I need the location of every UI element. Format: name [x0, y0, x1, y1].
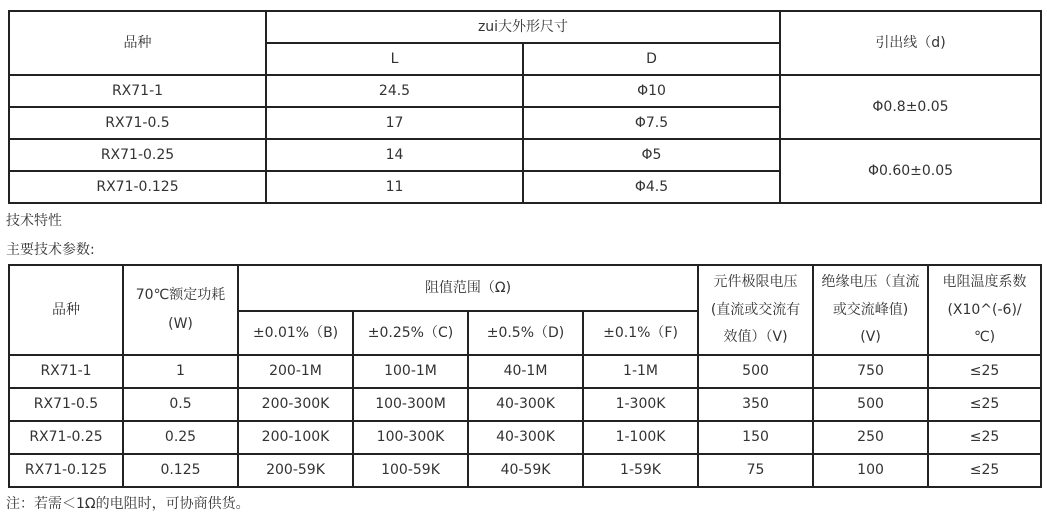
header-temp-line2: (X10^(-6)/ — [947, 301, 1022, 318]
limit-voltage-cell: 500 — [698, 355, 813, 388]
header-temp-line3: ℃) — [973, 329, 996, 346]
table-row — [9, 355, 1041, 388]
header-temp-line1: 电阻温度系数 — [942, 273, 1027, 290]
range-D-cell: 40-59K — [468, 454, 583, 487]
limit-voltage-cell: 75 — [698, 454, 813, 487]
header-range: 阻值范围（Ω) — [238, 265, 698, 311]
table-row — [9, 75, 1041, 107]
header-insul-line3: (V) — [860, 329, 881, 346]
header-limit-voltage — [698, 265, 813, 355]
diameter-cell: Φ10 — [523, 75, 780, 107]
length-cell: 14 — [266, 139, 523, 171]
diameter-cell: Φ7.5 — [523, 107, 780, 139]
header-max-dims: zui大外形尺寸 — [266, 11, 780, 43]
table-row — [9, 421, 1041, 454]
variety-cell: RX71-1 — [9, 75, 266, 107]
parameters-table — [8, 264, 1042, 488]
limit-voltage-cell: 150 — [698, 421, 813, 454]
range-B-cell: 200-59K — [238, 454, 353, 487]
insulation-voltage-cell: 750 — [813, 355, 928, 388]
header-power-line2: (W) — [168, 316, 193, 332]
header-insul-line1: 绝缘电压（直流 — [821, 273, 920, 290]
diameter-cell: Φ4.5 — [523, 171, 780, 203]
range-C-cell: 100-1M — [353, 355, 468, 388]
range-C-cell: 100-300M — [353, 388, 468, 421]
length-cell: 24.5 — [266, 75, 523, 107]
range-C-cell: 100-59K — [353, 454, 468, 487]
header-insul-line2: 或交流峰值) — [832, 301, 909, 318]
range-F-cell: 1-100K — [583, 421, 698, 454]
temp-coeff-cell: ≤25 — [928, 355, 1041, 388]
variety-cell: RX71-0.25 — [9, 139, 266, 171]
header-limit-line3: 效值）（V) — [723, 329, 788, 346]
range-F-cell: 1-59K — [583, 454, 698, 487]
header-variety: 品种 — [9, 11, 266, 75]
table-row — [9, 388, 1041, 421]
header-lead: 引出线（d) — [780, 11, 1041, 75]
header-limit-line2: (直流或交流有 — [710, 301, 801, 318]
power-cell: 0.5 — [123, 388, 238, 421]
insulation-voltage-cell: 500 — [813, 388, 928, 421]
variety-cell: RX71-0.125 — [9, 171, 266, 203]
insulation-voltage-cell: 100 — [813, 454, 928, 487]
limit-voltage-cell: 350 — [698, 388, 813, 421]
range-F-cell: 1-300K — [583, 388, 698, 421]
header-tolerance-F: ±0.1%（F) — [583, 311, 698, 355]
dimensions-table — [8, 10, 1042, 204]
range-B-cell: 200-300K — [238, 388, 353, 421]
footnote: 注：若需＜1Ω的电阻时，可协商供货。 — [6, 496, 250, 512]
range-D-cell: 40-300K — [468, 388, 583, 421]
header-tolerance-B: ±0.01%（B) — [238, 311, 353, 355]
temp-coeff-cell: ≤25 — [928, 454, 1041, 487]
variety-cell: RX71-0.25 — [9, 421, 123, 454]
header-tolerance-D: ±0.5%（D) — [468, 311, 583, 355]
diameter-cell: Φ5 — [523, 139, 780, 171]
variety-cell: RX71-0.5 — [9, 388, 123, 421]
header-D: D — [523, 43, 780, 75]
variety-cell: RX71-0.5 — [9, 107, 266, 139]
range-D-cell: 40-300K — [468, 421, 583, 454]
header-tolerance-C: ±0.25%（C) — [353, 311, 468, 355]
header-L: L — [266, 43, 523, 75]
range-B-cell: 200-100K — [238, 421, 353, 454]
power-cell: 0.125 — [123, 454, 238, 487]
section-tech-characteristics: 技术特性 — [6, 213, 62, 229]
variety-cell: RX71-1 — [9, 355, 123, 388]
header-temp-coeff — [928, 265, 1041, 355]
length-cell: 11 — [266, 171, 523, 203]
table-row — [9, 139, 1041, 171]
header-variety: 品种 — [9, 265, 123, 355]
range-D-cell: 40-1M — [468, 355, 583, 388]
power-cell: 1 — [123, 355, 238, 388]
header-power-line1: 70℃额定功耗 — [135, 287, 226, 304]
header-insulation-voltage — [813, 265, 928, 355]
length-cell: 17 — [266, 107, 523, 139]
lead-cell: Φ0.8±0.05 — [780, 75, 1041, 139]
lead-cell: Φ0.60±0.05 — [780, 139, 1041, 203]
section-main-params: 主要技术参数: — [6, 242, 95, 258]
variety-cell: RX71-0.125 — [9, 454, 123, 487]
table-row — [9, 454, 1041, 487]
range-C-cell: 100-300K — [353, 421, 468, 454]
temp-coeff-cell: ≤25 — [928, 388, 1041, 421]
header-power — [123, 265, 238, 355]
temp-coeff-cell: ≤25 — [928, 421, 1041, 454]
range-F-cell: 1-1M — [583, 355, 698, 388]
header-limit-line1: 元件极限电压 — [713, 273, 798, 290]
insulation-voltage-cell: 250 — [813, 421, 928, 454]
range-B-cell: 200-1M — [238, 355, 353, 388]
power-cell: 0.25 — [123, 421, 238, 454]
